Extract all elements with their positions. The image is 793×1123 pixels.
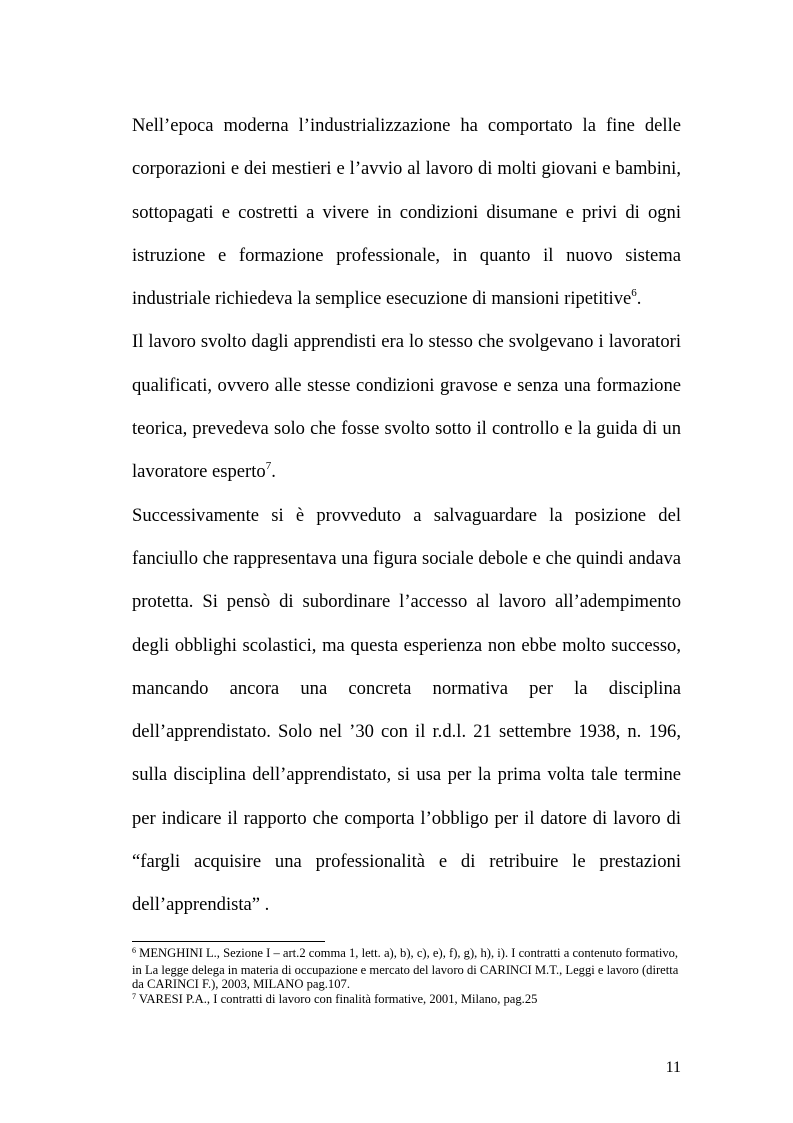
body-text	[132, 104, 681, 927]
paragraph-1	[132, 104, 681, 320]
paragraph-tail: .	[636, 288, 642, 310]
paragraph-text: Successivamente si è provveduto a salvaguardare la posizione del fanciullo che rappresentava una figura sociale debole e che quindi andava protetta. Si pensò di subordinare l’accesso al lavoro all’adempimento degli obblighi scolastici, ma questa esperienza non ebbe molto successo, mancando ancora una concreta normativa per la disciplina dell’apprendistato. Solo nel ’30 con il r.d.l. 21 settembre 1938, n. 196, sulla disciplina dell’apprendistato, si usa per la prima volta tale termine per indicare il rapporto che comporta l’obbligo per il datore di lavoro di “fargli acquisire una professionalità e di retribuire le prestazioni dell’apprendista” .	[132, 504, 681, 916]
footnote-7	[132, 992, 681, 1009]
footnote-text: MENGHINI L., Sezione I – art.2 comma 1, lett. a), b), c), e), f), g), h), i). I contratti a contenuto formativo, in La legge delega in materia di occupazione e mercato del lavoro di CARINCI M.T., Leggi e lavoro (diretta da CARINCI F.), 2003, MILANO pag.107.	[132, 946, 679, 991]
paragraph-3	[132, 494, 681, 927]
footnote-mark: 6	[132, 946, 136, 955]
footnote-ref-6[interactable]: 6	[631, 287, 637, 299]
footnote-mark: 7	[132, 991, 136, 1001]
paragraph-text: Il lavoro svolto dagli apprendisti era lo stesso che svolgevano i lavoratori qualificati, ovvero alle stesse condizioni gravose e senza una formazione teorica, prevedeva solo che fosse svolto sotto il controllo e la guida di un lavoratore esperto	[132, 331, 681, 483]
footnote-text: VARESI P.A., I contratti di lavoro con finalità formative, 2001, Milano, pag.25	[138, 991, 538, 1006]
footnote-separator	[132, 941, 325, 942]
page-number: 11	[665, 1059, 681, 1076]
footnote-ref-7[interactable]: 7	[265, 460, 272, 473]
footnote-6	[132, 946, 681, 992]
paragraph-tail: .	[271, 461, 276, 483]
paragraph-text: Nell’epoca moderna l’industrializzazione ha comportato la fine delle corporazioni e dei mestieri e l’avvio al lavoro di molti giovani e bambini, sottopagati e costretti a vivere in condizioni disumane e privi di ogni istruzione e formazione professionale, in quanto il nuovo sistema industriale richiedeva la semplice esecuzione di mansioni ripetitive	[132, 115, 681, 310]
paragraph-2	[132, 320, 681, 493]
footnotes	[132, 946, 681, 1008]
